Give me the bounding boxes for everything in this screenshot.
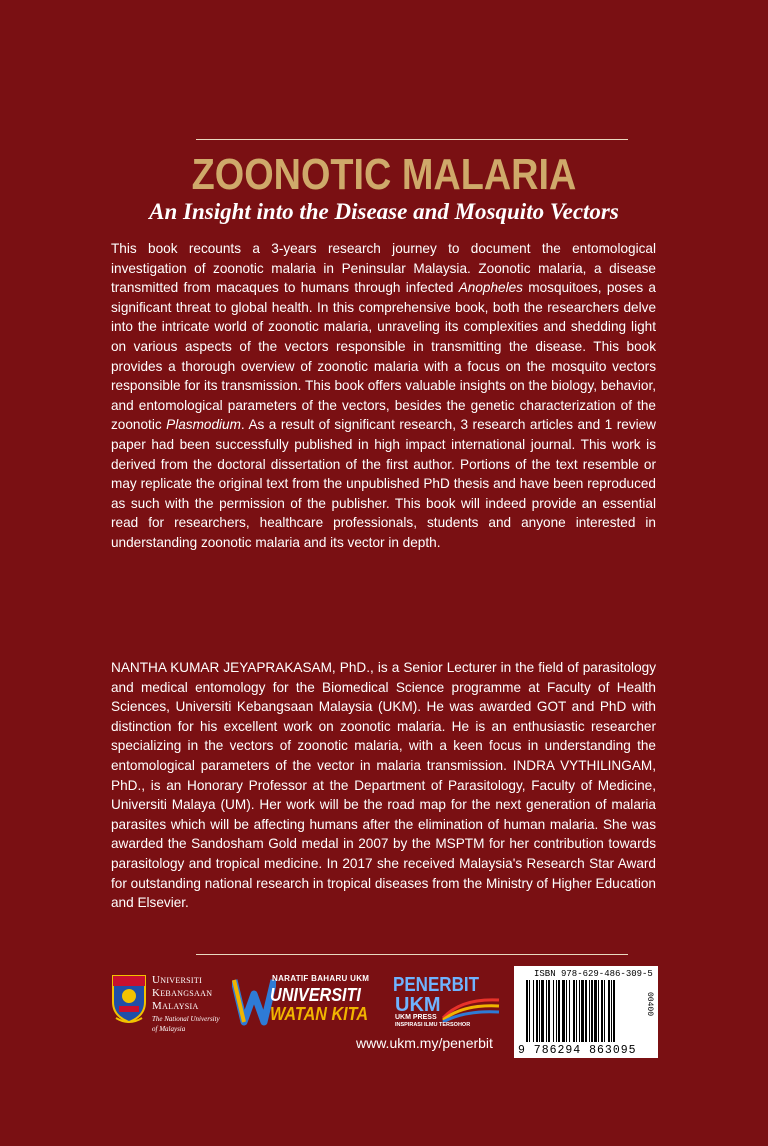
penerbit-ukm-logo <box>393 972 503 1032</box>
ukm-line-3: Malaysia <box>152 1000 199 1012</box>
universiti-watan-kita-logo <box>232 970 392 1030</box>
isbn-label: ISBN 978-629-486-309-5 <box>534 969 653 979</box>
bottom-divider <box>196 954 628 955</box>
watan-kita-label: WATAN KITA <box>270 1004 369 1024</box>
ukm-tagline-2: of Malaysia <box>152 1025 186 1033</box>
price-code <box>642 992 654 1032</box>
book-description <box>111 239 656 553</box>
isbn-barcode <box>514 966 658 1058</box>
penerbit-word: PENERBIT <box>393 974 479 996</box>
publisher-website[interactable]: www.ukm.my/penerbit <box>356 1035 493 1051</box>
authors-bio <box>111 658 656 913</box>
top-divider <box>196 139 628 140</box>
anopheles-term: Anopheles <box>458 280 523 296</box>
description-text-3: . As a result of significant research, 3 research articles and 1 review paper had been successfully published in high impact international journal. This work is derived from the doctoral dissertation of the first author. Portions of the text resemble or may replicate the original text from the unpublished PhD thesis and have been reproduced as such with the permission of the publisher. This book will indeed provide an essential read for researchers, healthcare professionals, students and anyone interested in understanding zoonotic malaria and its vector in depth. <box>111 417 656 550</box>
ukm-wordmark <box>152 974 220 1033</box>
ukm-line-1: Universiti <box>152 974 203 986</box>
universiti-label: UNIVERSITI <box>270 985 361 1005</box>
book-pages-icon <box>441 994 501 1022</box>
barcode-bars-icon <box>526 980 638 1044</box>
ukm-line-2: Kebangsaan <box>152 987 213 999</box>
authors-bio-text: NANTHA KUMAR JEYAPRAKASAM, PhD., is a Senior Lecturer in the field of parasitology and medical entomology for the Biomedical Science programme at Faculty of Health Sciences, Universiti Kebangsaan Malaysia (UKM). He was awarded GOT and PhD with distinction for his excellent work on zoonotic malaria. He is an enthusiastic researcher specializing in the vectors of zoonotic malaria, with a keen focus in understanding the entomological parameters of the vector in malaria transmission. INDRA VYTHILINGAM, PhD., is an Honorary Professor at the Department of Parasitology, Faculty of Medicine, Universiti Malaya (UM). Her work will be the road map for the next generation of malaria parasites which will be affecting humans after the elimination of human malaria. She was awarded the Sandosham Gold medal in 2007 by the MSPTM for her contribution towards parasitology and tropical medicine. In 2017 she received Malaysia's Research Star Award for outstanding national research in tropical diseases from the Ministry of Higher Education and Elsevier. <box>111 660 656 911</box>
ukm-tagline-1: The National University <box>152 1015 220 1023</box>
book-subtitle: An Insight into the Disease and Mosquito Vectors <box>149 199 619 224</box>
penerbit-tagline: INSPIRASI ILMU TERSOHOR <box>395 1022 471 1028</box>
book-title: ZOONOTIC MALARIA <box>191 150 577 199</box>
barcode-number: 9 786294 863095 <box>518 1044 637 1057</box>
description-text-2: mosquitoes, poses a significant threat to global health. In this comprehensive book, both the researchers delve into the intricate world of zoonotic malaria, unraveling its complexities and shedding light on various aspects of the vectors responsible in transmitting the disease. This book provides a thorough overview of zoonotic malaria with a focus on the mosquito vectors responsible for its transmission. This book offers valuable insights on the biology, behavior, and entomological parameters of the vectors, besides the genetic characterization of the zoonotic <box>111 280 656 433</box>
ukm-press-label: UKM PRESS <box>395 1014 437 1021</box>
ukm-logo <box>110 972 230 1032</box>
penerbit-ukm-word: UKM <box>395 994 441 1016</box>
description-text-1: This book recounts a 3-years research journey to document the entomological investigation of zoonotic malaria in Peninsular Malaysia. Zoonotic malaria, a disease transmitted from macaques to humans through infected <box>111 241 656 296</box>
ukm-crest-icon <box>110 972 148 1024</box>
price-code-text: 00400 <box>645 992 654 1017</box>
plasmodium-term: Plasmodium <box>166 417 241 433</box>
naratif-label: NARATIF BAHARU UKM <box>272 974 370 983</box>
